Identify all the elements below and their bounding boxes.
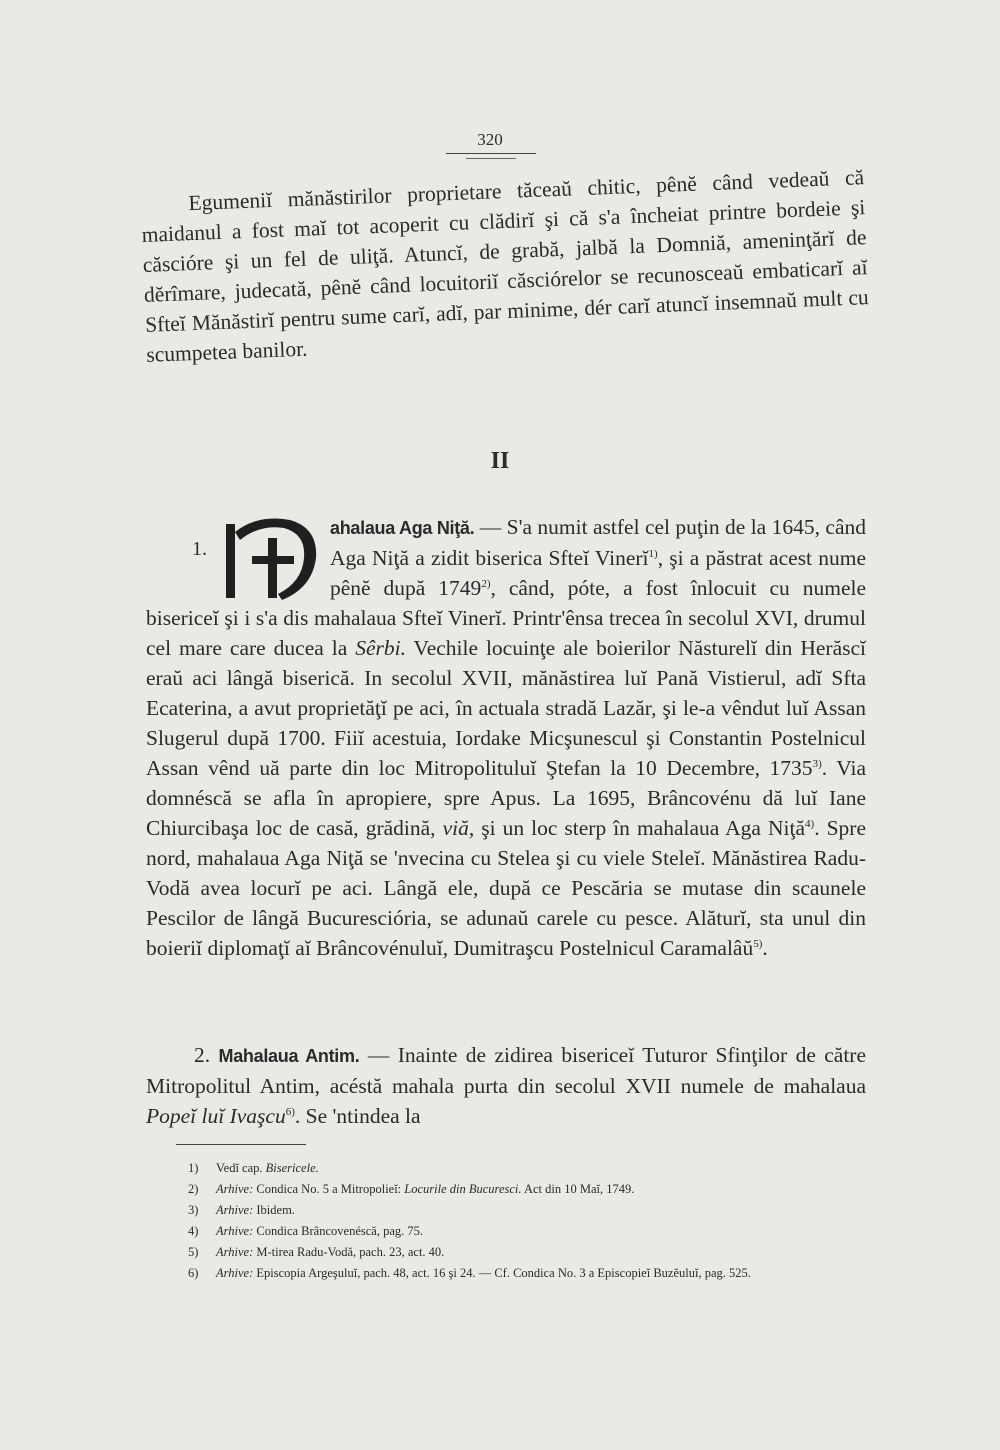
text-run: . — [762, 936, 768, 960]
footnote — [176, 1263, 876, 1284]
header-rule — [446, 153, 536, 154]
intro-text: Egumeniĭ mănăstirilor proprietare tăceaŭ chitic, pênĕ când vedeaŭ că maidanul a fost maĭ tot acoperit cu clădirĭ şi că s'a încheiat printre bordeie şi căscióre şi un fel de uliţă. Atuncĭ, de grabă, jalbă la Domniă, ameninţărĭ de dĕrîmare, judecată, pênĕ când locuitoriĭ căsciórelor se recunosceaŭ embaticarĭ aĭ Sfteĭ Mănăstirĭ pentru sume carĭ, adĭ, par minime, dér carĭ atuncĭ insemnaŭ mult cu scumpetea banilor. — [141, 165, 870, 367]
footnote-label: Arhive: — [216, 1182, 254, 1196]
footnote-ref: 5) — [753, 937, 763, 950]
footnote-ref: 6) — [285, 1105, 295, 1118]
paragraph-number: 1. — [192, 538, 207, 560]
footnote-label: Arhive: — [216, 1224, 254, 1238]
footnote-source: Bisericele. — [265, 1161, 319, 1175]
header-rule-short — [466, 158, 516, 159]
footnote-label: Arhive: — [216, 1203, 254, 1217]
paragraph-number: 2. — [194, 1043, 211, 1067]
footnote-number: 3) — [188, 1203, 199, 1217]
footnote-text: Condica No. 5 a Mitropolieĭ: — [256, 1182, 405, 1196]
text-run: , şi a păstrat acest nume pênĕ după 1749 — [330, 546, 866, 600]
footnote-number: 1) — [188, 1161, 199, 1175]
footnote-text: Condica Brâncovenéscă, pag. 75. — [256, 1224, 423, 1238]
footnote-text: Ibidem. — [256, 1203, 295, 1217]
paragraph-title: ahalaua Aga Niţă. — [330, 518, 475, 538]
footnote-rule — [176, 1144, 306, 1145]
footnote-number: 4) — [188, 1224, 199, 1238]
footnote-tail: Act din 10 Maĭ, 1749. — [521, 1182, 635, 1196]
footnote-number: 6) — [188, 1266, 199, 1280]
paragraph-antim — [146, 1040, 866, 1131]
text-run: şi un loc sterp în mahalaua Aga Niţă — [474, 816, 806, 840]
italic-run: Popeĭ luĭ Ivaşcu — [146, 1104, 286, 1128]
text-run: , când, póte, a fost înlocuit cu numele bisericeĭ şi i s'a dis mahalaua Sfteĭ Vinerĭ. Printr'ênsa trecea în secolul XVI, drumul cel mare care ducea la — [146, 576, 866, 660]
section-heading: II — [490, 448, 510, 474]
footnote — [176, 1221, 876, 1242]
intro-paragraph — [140, 162, 870, 370]
footnote-label: Arhive: — [216, 1245, 254, 1259]
text-run: . Se 'ntindea la — [294, 1104, 421, 1128]
footnote-number: 5) — [188, 1245, 199, 1259]
footnote — [176, 1200, 876, 1221]
footnote-number: 2) — [188, 1182, 199, 1196]
footnote-label: Vedĭ cap. — [216, 1161, 263, 1175]
footnote — [176, 1179, 876, 1200]
ornamental-initial-m — [218, 514, 322, 600]
text-run: — S'a numit astfel cel puţin de la 1645, când Aga Niţă a zidit biserica Sfteĭ Vinerĭ — [330, 515, 866, 570]
italic-run: viă, — [442, 816, 475, 840]
footnote-ref: 3) — [812, 757, 822, 770]
footnote-text: Episcopia Argeşuluĭ, pach. 48, act. 16 şi 24. — Cf. Condica No. 3 a Episcopieĭ Buzĕuluĭ, pag. 525. — [256, 1266, 751, 1280]
paragraph-aga-nita — [146, 512, 866, 963]
text-run: — Inainte de zidirea bisericeĭ Tuturor Sfinţilor de către Mitropolitul Antim, acéstă mahala purta din secolul XVII numele de mahalaua — [146, 1043, 867, 1098]
footnote-title: Locurile din Bucuresci. — [404, 1182, 522, 1196]
footnote-ref: 4) — [805, 817, 815, 830]
paragraph-title: Mahalaua Antim. — [218, 1046, 360, 1066]
italic-run: Sêrbi. — [355, 636, 406, 660]
text-run: . Spre nord, mahalaua Aga Niţă se 'nvecina cu Stelea şi cu viele Steleĭ. Mănăstirea Radu-Vodă avea locurĭ pe aci. Lângă ele, după ce Pescăria se mutase din scaunele Pescilor de lângă Bucuresciória, se adunaŭ carele cu pesce. Alăturĭ, sta unul din boieriĭ diplomaţĭ aĭ Brâncovénuluĭ, Dumitraşcu Postelnicul Caramalâŭ — [146, 816, 866, 960]
footnote — [176, 1242, 876, 1263]
footnote — [176, 1158, 876, 1179]
footnote-text: M-tirea Radu-Vodă, pach. 23, act. 40. — [256, 1245, 445, 1259]
drop-cap-block — [146, 512, 326, 600]
paragraph-antim-text — [146, 1040, 866, 1131]
text-run: . Via domnéscă se afla în apropiere, spre Apus. La 1695, Brâncovénu dă luĭ Iane Chiurcibaşa loc de casă, grădină, — [146, 756, 866, 840]
text-run: Vechile locuinţe ale boierilor Năsturelĭ din Herăscĭ eraŭ aci lângă biserică. In secolul XVII, mănăstirea luĭ Pană Vistierul, adĭ Sfta Ecaterina, a avut proprietăţĭ pe aci, în actuala stradă Lazăr, şi le-a vêndut luĭ Assan Slugerul după 1700. Fiiĭ acestuia, Iordake Micşunescul şi Constantin Postelnicul Assan vênd uă parte din loc Mitropolituluĭ Ştefan la 10 Decembre, 1735 — [146, 636, 866, 780]
footnote-ref: 2) — [481, 577, 491, 590]
footnote-ref: 1) — [648, 547, 658, 560]
page-number: 320 — [477, 130, 503, 149]
footnote-label: Arhive: — [216, 1266, 254, 1280]
footnotes — [176, 1158, 876, 1284]
